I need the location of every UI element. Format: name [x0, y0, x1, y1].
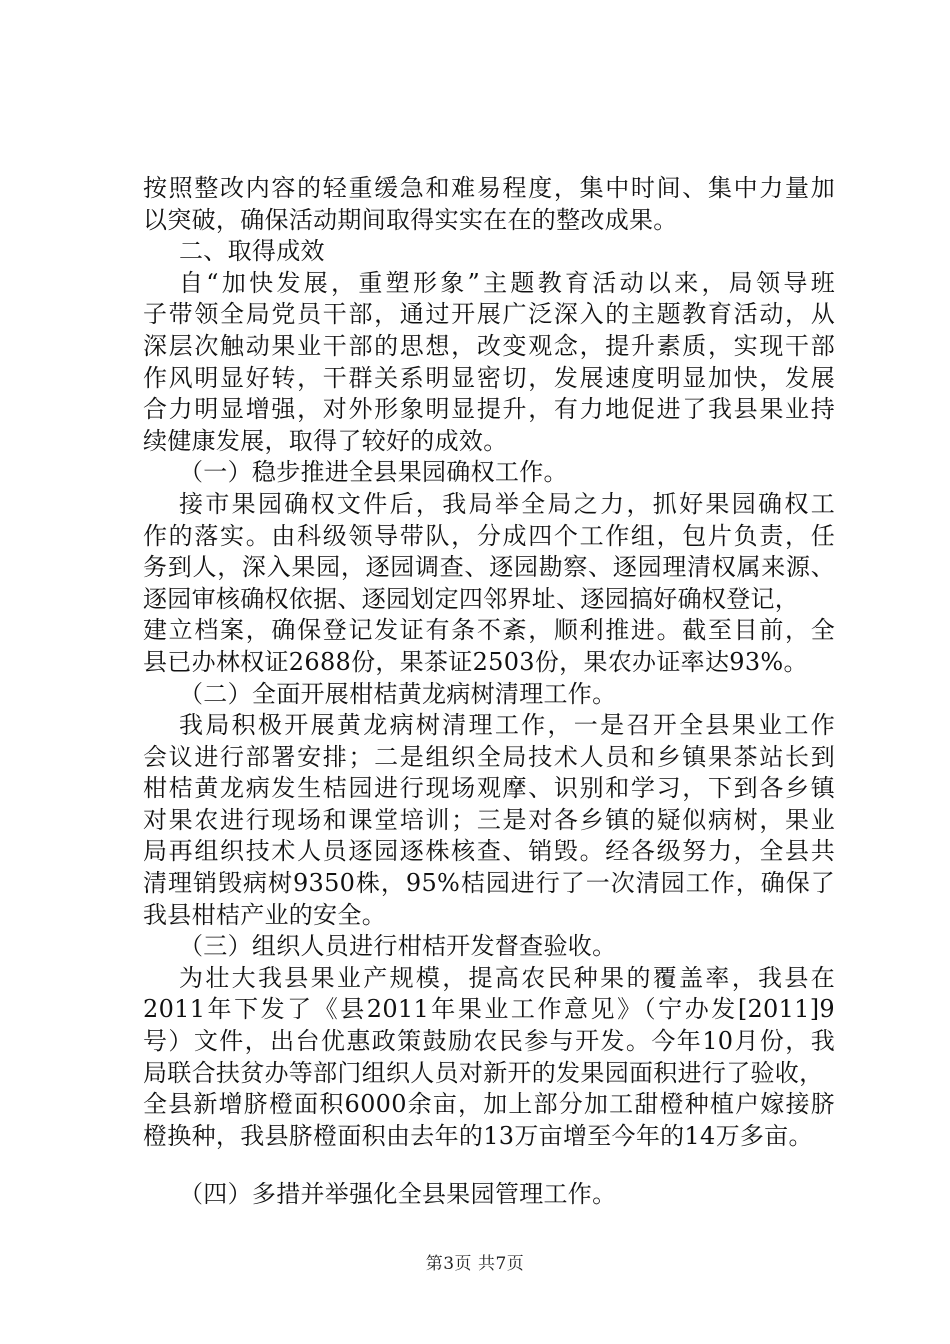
paragraph-line: 清理销毁病树9350株，95%桔园进行了一次清园工作，确保了	[143, 869, 835, 898]
paragraph-line: 为壮大我县果业产规模，提高农民种果的覆盖率，我县在	[179, 963, 835, 992]
paragraph-line: 逐园审核确权依据、逐园划定四邻界址、逐园搞好确权登记，	[143, 584, 800, 613]
paragraph-line: 我县柑桔产业的安全。	[143, 900, 386, 929]
paragraph-line: 局联合扶贫办等部门组织人员对新开的发果园面积进行了验收，	[143, 1058, 824, 1087]
paragraph-line: 会议进行部署安排；二是组织全局技术人员和乡镇果茶站长到	[143, 742, 835, 771]
page-footer	[0, 1249, 950, 1274]
paragraph-line: 2011年下发了《县2011年果业工作意见》（宁办发[2011]9	[143, 995, 835, 1024]
paragraph-line: 我局积极开展黄龙病树清理工作，一是召开全县果业工作	[179, 711, 835, 740]
paragraph-line: 橙换种，我县脐橙面积由去年的13万亩增至今年的14万多亩。	[143, 1121, 813, 1150]
paragraph-line: 全县新增脐橙面积6000余亩，加上部分加工甜橙种植户嫁接脐	[143, 1090, 835, 1119]
paragraph-line: 深层次触动果业干部的思想，改变观念，提升素质，实现干部	[143, 331, 835, 360]
paragraph-line: 子带领全局党员干部，通过开展广泛深入的主题教育活动，从	[143, 300, 835, 329]
paragraph-line: 自“加快发展，重塑形象”主题教育活动以来，局领导班	[179, 268, 835, 297]
subsection-heading: （三）组织人员进行柑桔开发督查验收。	[179, 932, 617, 961]
paragraph-line: 局再组织技术人员逐园逐株核查、销毁。经各级努力，全县共	[143, 837, 835, 866]
paragraph-line: 作风明显好转，干群关系明显密切，发展速度明显加快，发展	[143, 363, 835, 392]
paragraph-gap	[143, 1152, 835, 1179]
paragraph-line: 接市果园确权文件后，我局举全局之力，抓好果园确权工	[179, 489, 835, 518]
paragraph-line: 号）文件，出台优惠政策鼓励农民参与开发。今年10月份，我	[143, 1027, 835, 1056]
paragraph-line: 作的落实。由科级领导带队，分成四个工作组，包片负责，任	[143, 521, 835, 550]
subsection-heading: （四）多措并举强化全县果园管理工作。	[179, 1180, 617, 1209]
page-number-label: 第3页 共7页	[425, 1254, 525, 1274]
document-body	[143, 173, 835, 1211]
subsection-heading: （一）稳步推进全县果园确权工作。	[179, 458, 568, 487]
paragraph-line: 按照整改内容的轻重缓急和难易程度，集中时间、集中力量加	[143, 174, 835, 202]
paragraph-line: 对果农进行现场和课堂培训；三是对各乡镇的疑似病树，果业	[143, 805, 835, 834]
paragraph-line: 合力明显增强，对外形象明显提升，有力地促进了我县果业持	[143, 395, 835, 424]
paragraph-line: 续健康发展，取得了较好的成效。	[143, 426, 508, 455]
section-heading: 二、取得成效	[179, 237, 325, 266]
paragraph-line: 县已办林权证2688份，果茶证2503份，果农办证率达93%。	[143, 647, 808, 676]
subsection-heading: （二）全面开展柑桔黄龙病树清理工作。	[179, 679, 617, 708]
paragraph-line: 柑桔黄龙病发生桔园进行现场观摩、识别和学习，下到各乡镇	[143, 774, 835, 803]
paragraph-line: 以突破，确保活动期间取得实实在在的整改成果。	[143, 205, 678, 234]
paragraph-line: 务到人，深入果园，逐园调查、逐园勘察、逐园理清权属来源、	[143, 553, 835, 582]
paragraph-line: 建立档案，确保登记发证有条不紊，顺利推进。截至目前，全	[143, 616, 835, 645]
